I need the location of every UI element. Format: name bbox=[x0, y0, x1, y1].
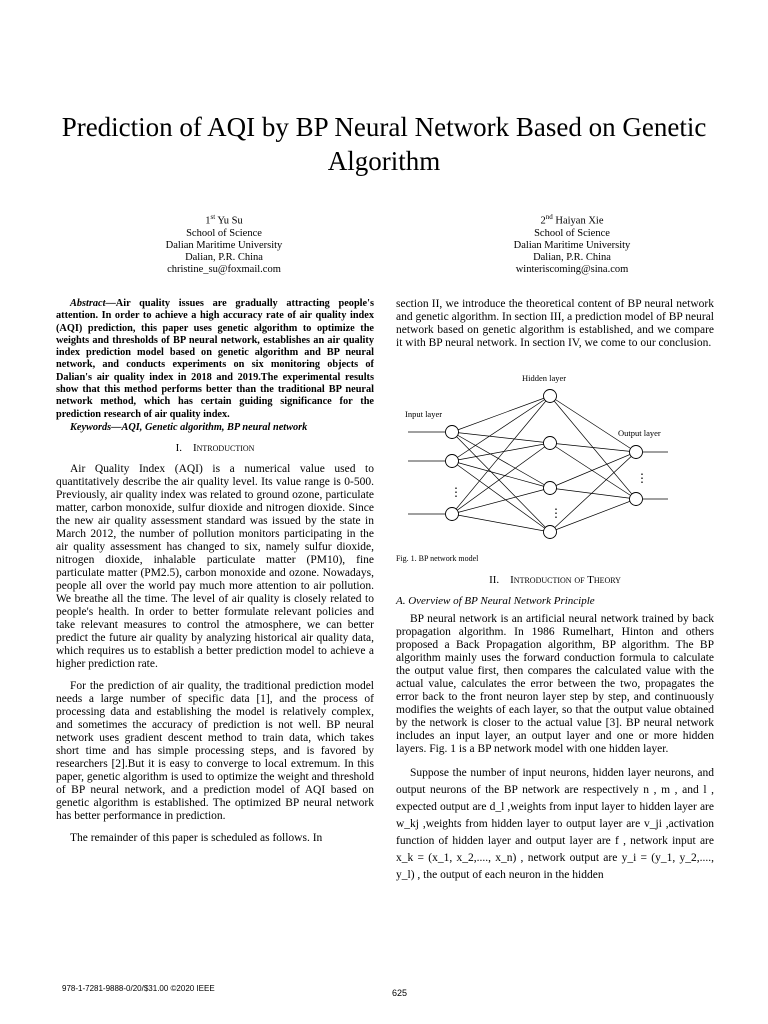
network-edge bbox=[550, 443, 636, 452]
hidden-ellipsis: ⋮ bbox=[550, 506, 562, 520]
subsection-heading: A. Overview of BP Neural Network Principle bbox=[396, 595, 595, 607]
section-heading-1: I. Introduction bbox=[175, 441, 255, 454]
input-neuron bbox=[446, 455, 459, 468]
section-heading-2: II. Introduction of Theory bbox=[489, 574, 621, 586]
right-column-bottom bbox=[396, 574, 714, 884]
keywords: Keywords—AQI, Genetic algorithm, BP neural network bbox=[70, 421, 308, 433]
right-column-top bbox=[396, 298, 714, 350]
input-neuron bbox=[446, 426, 459, 439]
output-neuron bbox=[630, 446, 643, 459]
network-edge bbox=[550, 488, 636, 499]
intro-paragraph-2: For the prediction of air quality, the traditional prediction model needs a large number of specific data [1], and the process of processing data and establishing the model is relatively complex, and sometimes the accuracy of prediction is not well. BP neural network uses gradient descent method to train data, which takes short time and has simple processing steps, and is favored by researchers [2].But it is easy to converge to local extremum. In this paper, genetic algorithm is used to optimize the weight and threshold of BP neural network, and a prediction model of AQI based on genetic algorithm is established. The optimized BP neural network has better performance in prediction. bbox=[56, 679, 374, 822]
author-name-2: 2nd Haiyan Xie bbox=[540, 213, 604, 227]
theory-paragraph-1: BP neural network is an artificial neural network trained by back propagation algorithm. In 1986 Rumelhart, Hinton and others proposed a Back Propagation algorithm, BP algorithm. The BP algorithm mainly uses the forward conduction formula to calculate the output value first, then compares the calculated value with the actual value, calculates the error between the two, propagates the error back to the front neuron layer step by step, and continuously modifies the weights of each layer, so that the output value obtained by the network is closer to the actual value [3]. BP neural network includes an input layer, an output layer and one or more hidden layers. Fig. 1 is a BP network model with one hidden layer. bbox=[396, 613, 714, 755]
output-layer-label: Output layer bbox=[618, 428, 661, 438]
hidden-layer-label: Hidden layer bbox=[522, 373, 567, 383]
hidden-neuron bbox=[544, 482, 557, 495]
network-edge bbox=[452, 461, 550, 488]
output-neuron bbox=[630, 493, 643, 506]
network-edge bbox=[452, 443, 550, 514]
input-ellipsis: ⋮ bbox=[450, 485, 462, 499]
page-number: 625 bbox=[392, 988, 408, 998]
network-edge bbox=[550, 443, 636, 499]
copyright-footer: 978-1-7281-9888-0/20/$31.00 ©2020 IEEE bbox=[62, 984, 215, 993]
network-edge bbox=[550, 452, 636, 532]
author-block-1 bbox=[114, 211, 334, 276]
author-loc-1: Dalian, P.R. China bbox=[185, 251, 263, 263]
network-edge bbox=[550, 396, 636, 452]
bp-network-diagram bbox=[400, 372, 670, 544]
input-neuron bbox=[446, 508, 459, 521]
hidden-neuron bbox=[544, 437, 557, 450]
author-email-1: christine_su@foxmail.com bbox=[167, 263, 281, 275]
hidden-neuron bbox=[544, 390, 557, 403]
abstract: Abstract—Air quality issues are gradually attracting people's attention. In order to achieve a high accuracy rate of air quality index (AQI) prediction, this paper uses genetic algorithm to optimize the weights and thresholds of BP neural network, establishes an air quality index prediction model based on genetic algorithm and BP neural network, and conducts experiments on six monitoring objects of Dalian's air quality index in 2018 and 2019.The experimental results show that this method performs better than the traditional BP neural network method, which has certain guiding significance for the prediction research of air quality index. bbox=[56, 298, 374, 420]
network-edge bbox=[452, 443, 550, 461]
author-dept-1: School of Science bbox=[186, 227, 262, 239]
intro-paragraph-3: The remainder of this paper is scheduled as follows. In bbox=[70, 831, 323, 844]
output-ellipsis: ⋮ bbox=[636, 471, 648, 485]
figure-caption: Fig. 1. BP network model bbox=[396, 554, 479, 563]
author-email-2: winteriscoming@sina.com bbox=[515, 263, 629, 275]
left-column bbox=[56, 298, 374, 845]
network-edge bbox=[452, 396, 550, 461]
intro-paragraph-continued: section II, we introduce the theoretical content of BP neural network and genetic algorithm. In section III, a prediction model of BP neural network based on genetic algorithm is established, and we compare it with BP neural network. In section IV, we come to our conclusion. bbox=[396, 298, 714, 349]
author-dept-2: School of Science bbox=[534, 227, 610, 239]
author-name-1: 1st Yu Su bbox=[205, 213, 243, 227]
author-loc-2: Dalian, P.R. China bbox=[533, 251, 611, 263]
network-edge bbox=[452, 432, 550, 443]
paper-title: Prediction of AQI by BP Neural Network Based on Genetic Algorithm bbox=[61, 112, 707, 176]
hidden-neuron bbox=[544, 526, 557, 539]
author-org-2: Dalian Maritime University bbox=[513, 239, 631, 251]
network-edge bbox=[452, 432, 550, 488]
network-edge bbox=[452, 488, 550, 514]
input-layer-label: Input layer bbox=[405, 409, 443, 419]
author-org-1: Dalian Maritime University bbox=[165, 239, 283, 251]
network-edge bbox=[550, 499, 636, 532]
network-edge bbox=[550, 452, 636, 488]
theory-paragraph-2: Suppose the number of input neurons, hidden layer neurons, and output neurons of the BP network are respectively n , m , and l , expected output are d_l ,weights from input layer to hidden layer are w_kj ,weights from hidden layer to output layer are v_ji ,activation function of hidden layer and output layer are f , network input are x_k = (x_1, x_2,...., x_n) , network output are y_i = (y_1, y_2,...., y_l) , the output of each neuron in the hidden bbox=[396, 767, 714, 881]
author-block-2 bbox=[462, 211, 682, 276]
intro-paragraph-1: Air Quality Index (AQI) is a numerical value used to quantitatively describe the air quality level. Its value range is 0-500. Previously, air quality index was related to ground ozone, particulate matter, carbon monoxide, sulfur dioxide and nitrogen dioxide. Since the new air quality assessment standard was issued by the state in March 2012, the number of pollution monitors participating in the air quality assessment has changed to six, namely sulfur dioxide, nitrogen dioxide, inhalable particulate matter (PM10), fine particulate matter (PM2.5), carbon monoxide and ozone. Nowadays, people all over the world pay much more attention to air pollution. We breathe all the time. The level of air quality is closely related to people's health. In order to better formulate relevant policies and take relevant measures to control the atmosphere, we can better predict the future air quality by analyzing historical air quality data, which requires us to establish a better prediction model to achieve a higher prediction rate. bbox=[56, 462, 374, 670]
